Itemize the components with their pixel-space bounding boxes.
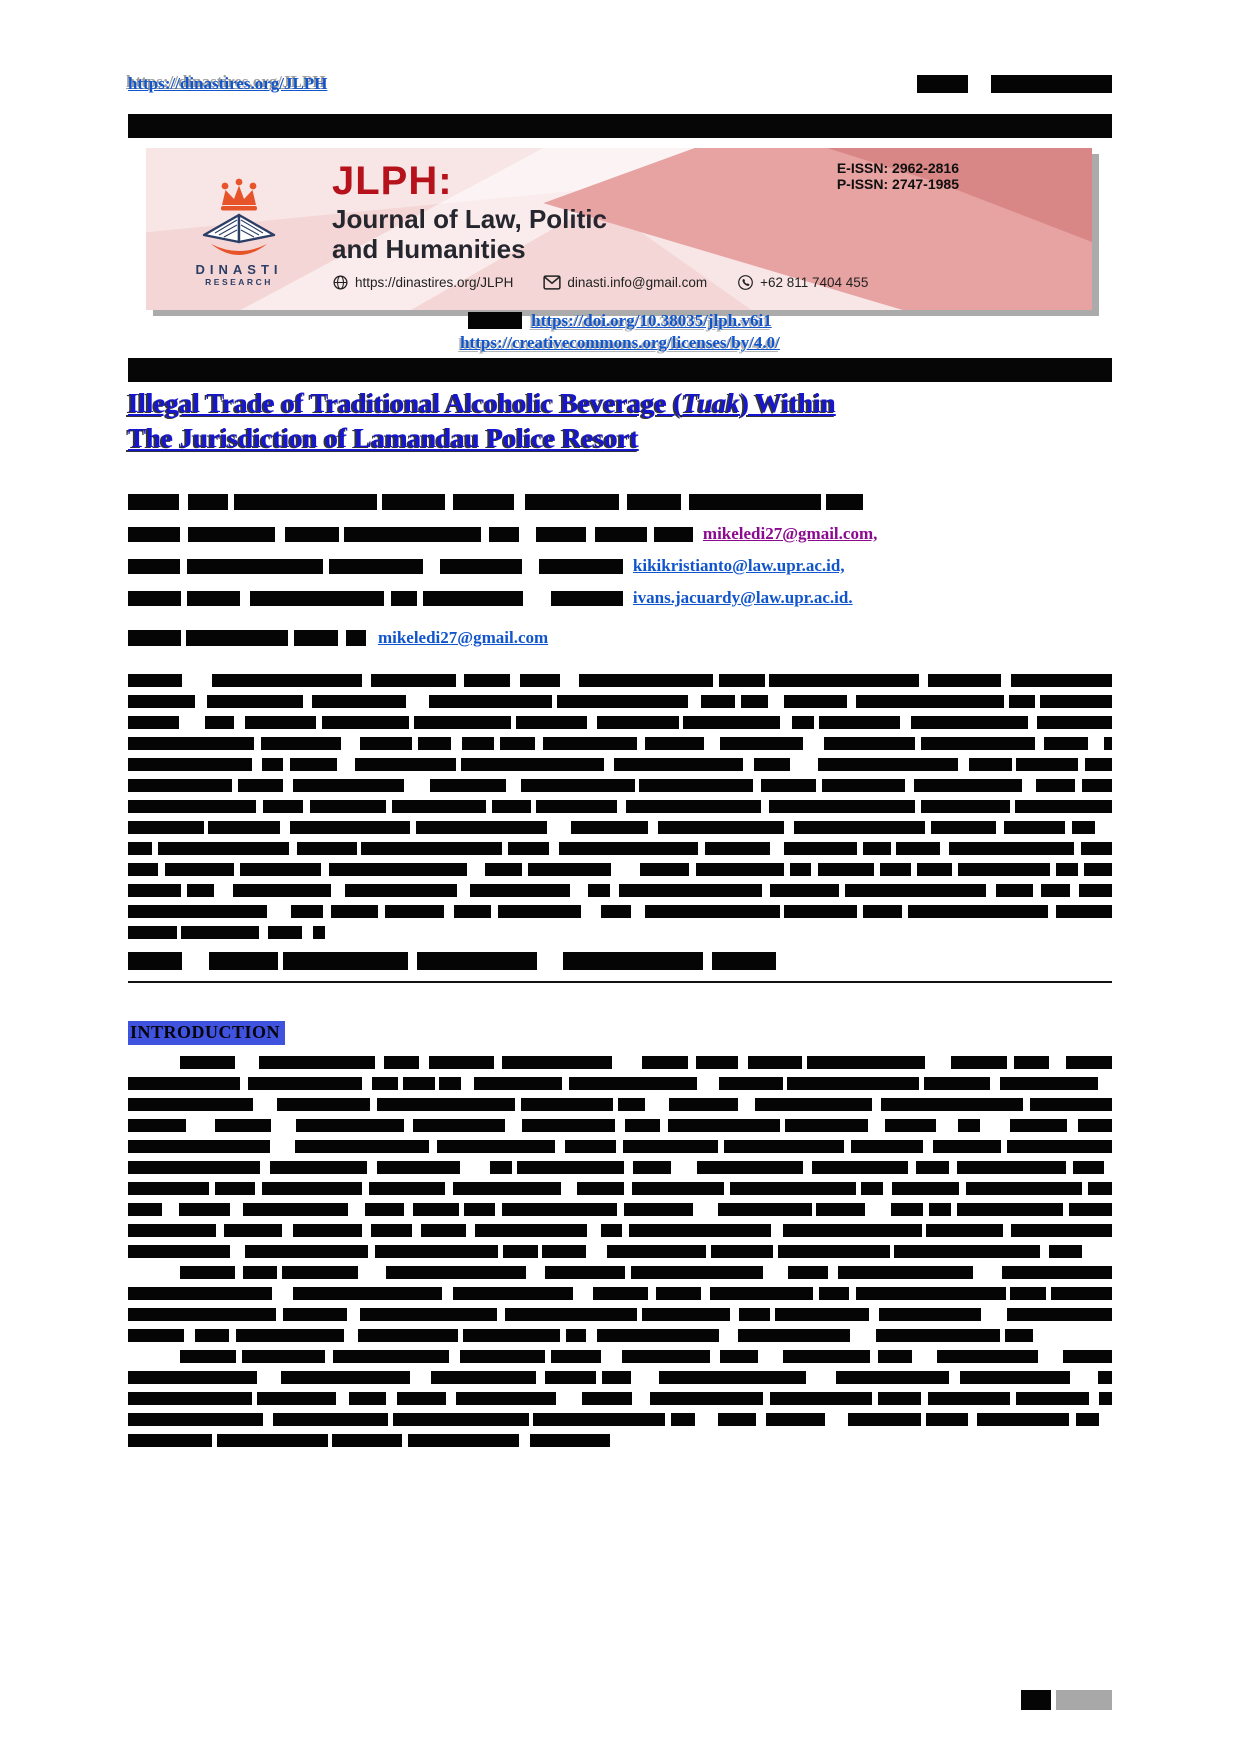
journal-name-line2: and Humanities [332, 234, 526, 264]
doi-link[interactable]: https://doi.org/10.38035/jlph.v6i1 [531, 311, 772, 330]
page-footer [1021, 1690, 1112, 1710]
corresponding-author-row [128, 628, 1112, 648]
corresponding-label-redacted [128, 630, 366, 646]
affiliation-2-redacted [128, 559, 623, 574]
phone-icon [737, 274, 754, 291]
affiliation-1-redacted [128, 527, 693, 542]
corresponding-email[interactable]: mikeledi27@gmail.com [377, 628, 549, 647]
doi-label-redacted [468, 312, 522, 329]
logo-wordmark: DINASTI [195, 261, 283, 277]
authors-block [128, 494, 1112, 620]
banner-phone: +62 811 7404 455 [760, 275, 869, 290]
affiliation-3-redacted [128, 591, 623, 606]
paragraph-redacted-3 [128, 1350, 1112, 1447]
paragraph-redacted-1 [128, 1056, 1112, 1258]
page-label-redacted [1056, 1690, 1112, 1710]
dinasti-logo [146, 148, 332, 310]
keywords-divider [128, 981, 1112, 983]
title-rule [128, 358, 1112, 382]
author-affiliation-3 [128, 588, 1112, 608]
banner-website[interactable]: https://dinastires.org/JLPH [355, 275, 514, 290]
introduction-body [128, 1056, 1112, 1455]
license-row [0, 333, 1240, 353]
author-email-1[interactable]: mikeledi27@gmail.com, [702, 524, 878, 543]
journal-url-link[interactable]: https://dinastires.org/JLPH [128, 74, 328, 93]
abstract-redacted [128, 674, 1112, 947]
dinasti-logo-icon [191, 178, 287, 260]
author-email-3[interactable]: ivans.jacuardy@law.upr.ac.id. [632, 588, 853, 607]
banner-email[interactable]: dinasti.info@gmail.com [567, 275, 708, 290]
author-affiliation-2 [128, 556, 1112, 576]
article-title: Illegal Trade of Traditional Alcoholic Beverage (Tuak) Within The Jurisdiction of Lamandau Police Resort [128, 388, 836, 453]
e-issn: E-ISSN: 2962-2816 [836, 160, 959, 176]
journal-banner [146, 148, 1092, 310]
issn-block [837, 160, 959, 192]
page-header [128, 74, 1112, 94]
introduction-heading: INTRODUCTION [128, 1021, 1112, 1045]
doi-row [0, 311, 1240, 331]
volume-info-redacted [917, 75, 1112, 93]
author-email-2[interactable]: kikikristianto@law.upr.ac.id, [632, 556, 845, 575]
mail-icon [543, 275, 561, 290]
logo-subtitle: RESEARCH [205, 276, 273, 287]
author-affiliation-1 [128, 524, 1112, 544]
page-number-redacted [1021, 1690, 1051, 1710]
paragraph-redacted-2 [128, 1266, 1112, 1342]
license-link[interactable]: https://creativecommons.org/licenses/by/4.0/ [460, 333, 780, 352]
p-issn: P-ISSN: 2747-1985 [836, 176, 959, 192]
globe-icon [332, 274, 349, 291]
author-names-redacted [128, 494, 863, 510]
keywords-bar [128, 952, 776, 970]
banner-contact-row [332, 274, 868, 291]
keywords-redacted [128, 952, 1112, 975]
journal-acronym: JLPH: [332, 159, 453, 203]
header-rule [128, 114, 1112, 138]
journal-name-line1: Journal of Law, Politic [332, 204, 607, 234]
